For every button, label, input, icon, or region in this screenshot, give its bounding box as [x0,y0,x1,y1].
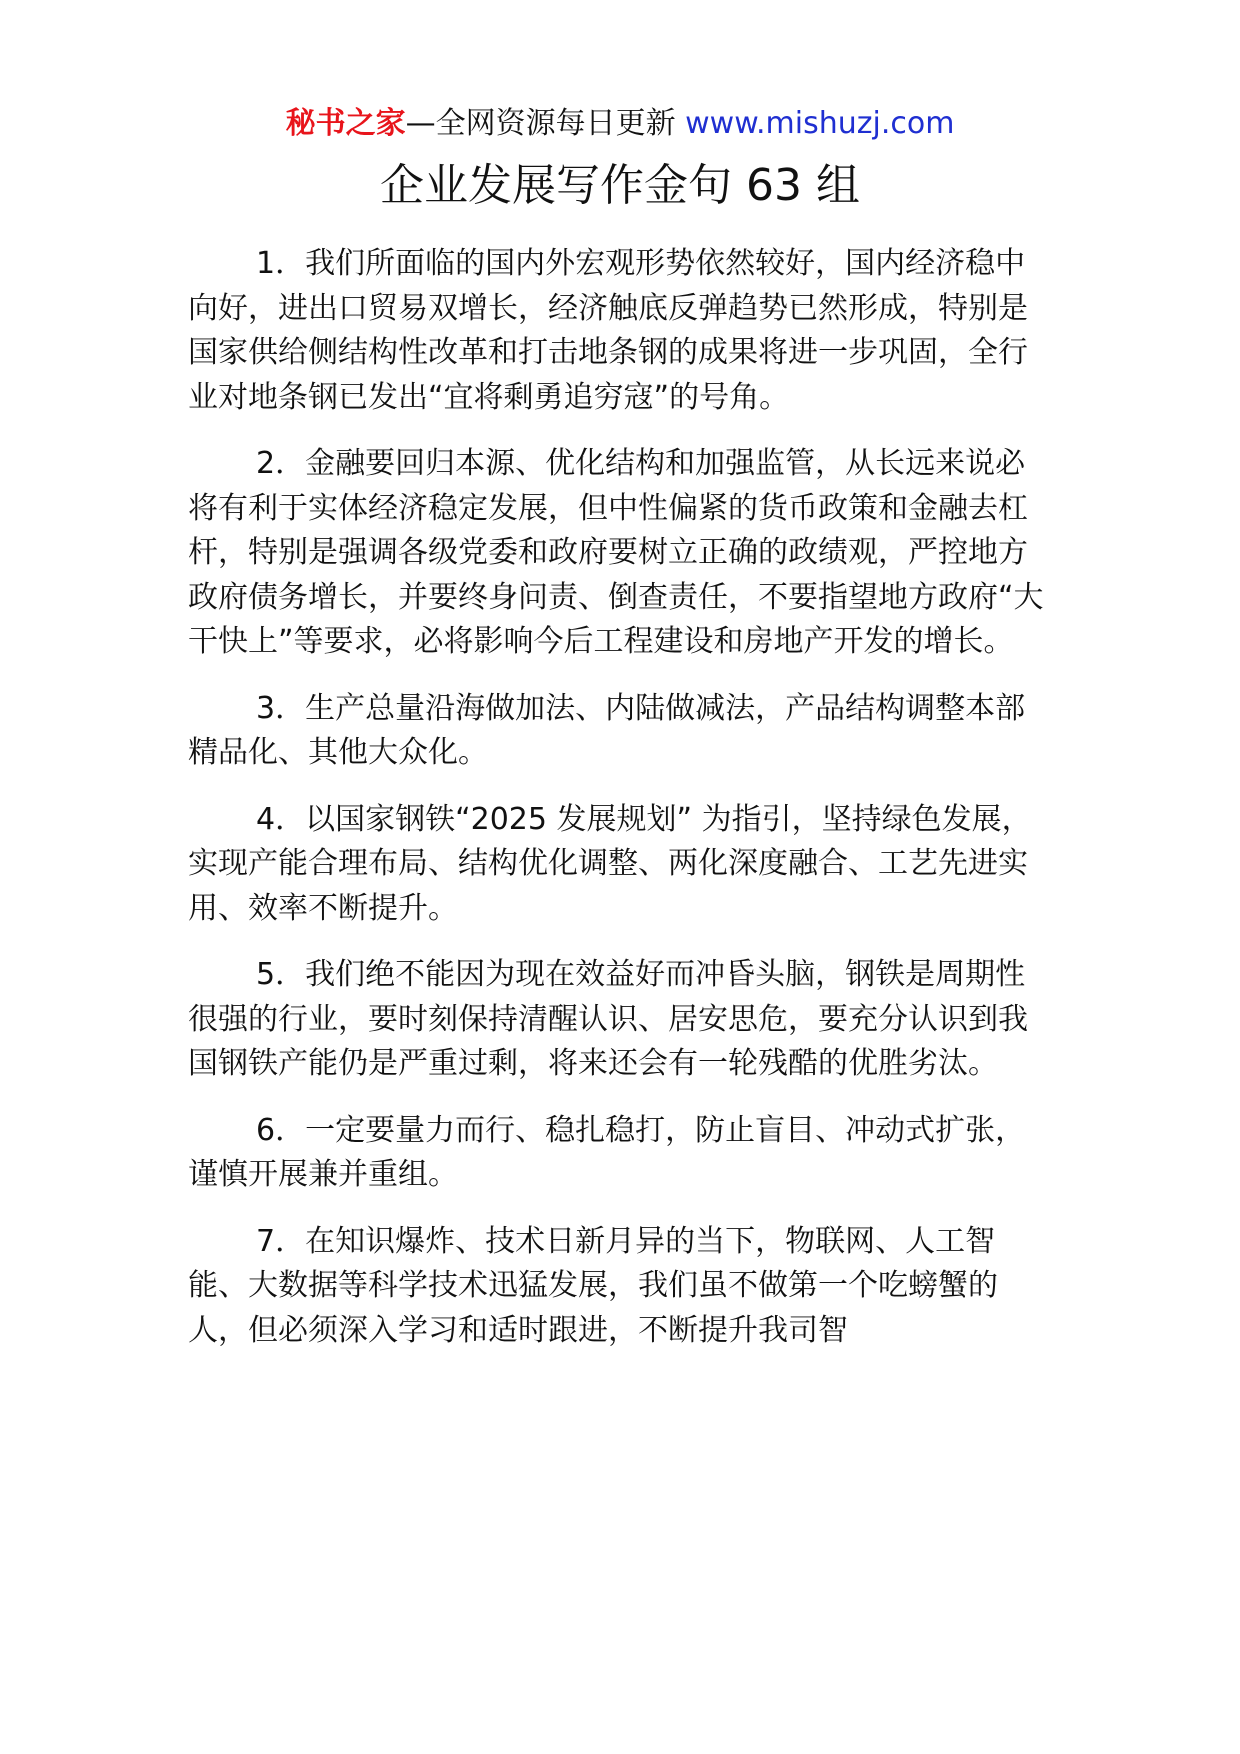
brand-name: 秘书之家 [285,106,406,141]
header-tagline: —全网资源每日更新 [405,106,686,141]
paragraph-7: 7．在知识爆炸、技术日新月异的当下，物联网、人工智能、大数据等科学技术迅猛发展，我们虽不做第一个吃螃蟹的人，但必须深入学习和适时跟进，不断提升我司智 [188,1223,998,1348]
site-url-link[interactable]: www.mishuzj.com [685,106,955,141]
paragraph-1: 1．我们所面临的国内外宏观形势依然较好，国内经济稳中向好，进出口贸易双增长，经济触底反弹趋势已然形成，特别是国家供给侧结构性改革和打击地条钢的成果将进一步巩固，全行业对地条钢已发出“宜将剩勇追穷寇”的号角。 [188,246,1028,415]
document-body [188,242,1050,1375]
paragraph-6: 6．一定要量力而行、稳扎稳打，防止盲目、冲动式扩张，谨慎开展兼并重组。 [188,1112,1026,1192]
site-header [0,103,1240,145]
paragraph-4: 4．以国家钢铁“2025 发展规划” 为指引，坚持绿色发展，实现产能合理布局、结构优化调整、两化深度融合、工艺先进实用、效率不断提升。 [188,801,1032,926]
paragraph-5: 5．我们绝不能因为现在效益好而冲昏头脑，钢铁是周期性很强的行业，要时刻保持清醒认识、居安思危，要充分认识到我国钢铁产能仍是严重过剩，将来还会有一轮残酷的优胜劣汰。 [188,957,1028,1081]
document-title: 企业发展写作金句 63 组 [380,160,860,211]
paragraph-2: 2．金融要回归本源、优化结构和加强监管，从长远来说必将有利于实体经济稳定发展，但中性偏紧的货币政策和金融去杠杆，特别是强调各级党委和政府要树立正确的政绩观，严控地方政府债务增长，并要终身问责、倒查责任，不要指望地方政府“大干快上”等要求，必将影响今后工程建设和房地产开发的增长。 [188,446,1044,659]
paragraph-3: 3．生产总量沿海做加法、内陆做减法，产品结构调整本部精品化、其他大众化。 [188,690,1026,770]
